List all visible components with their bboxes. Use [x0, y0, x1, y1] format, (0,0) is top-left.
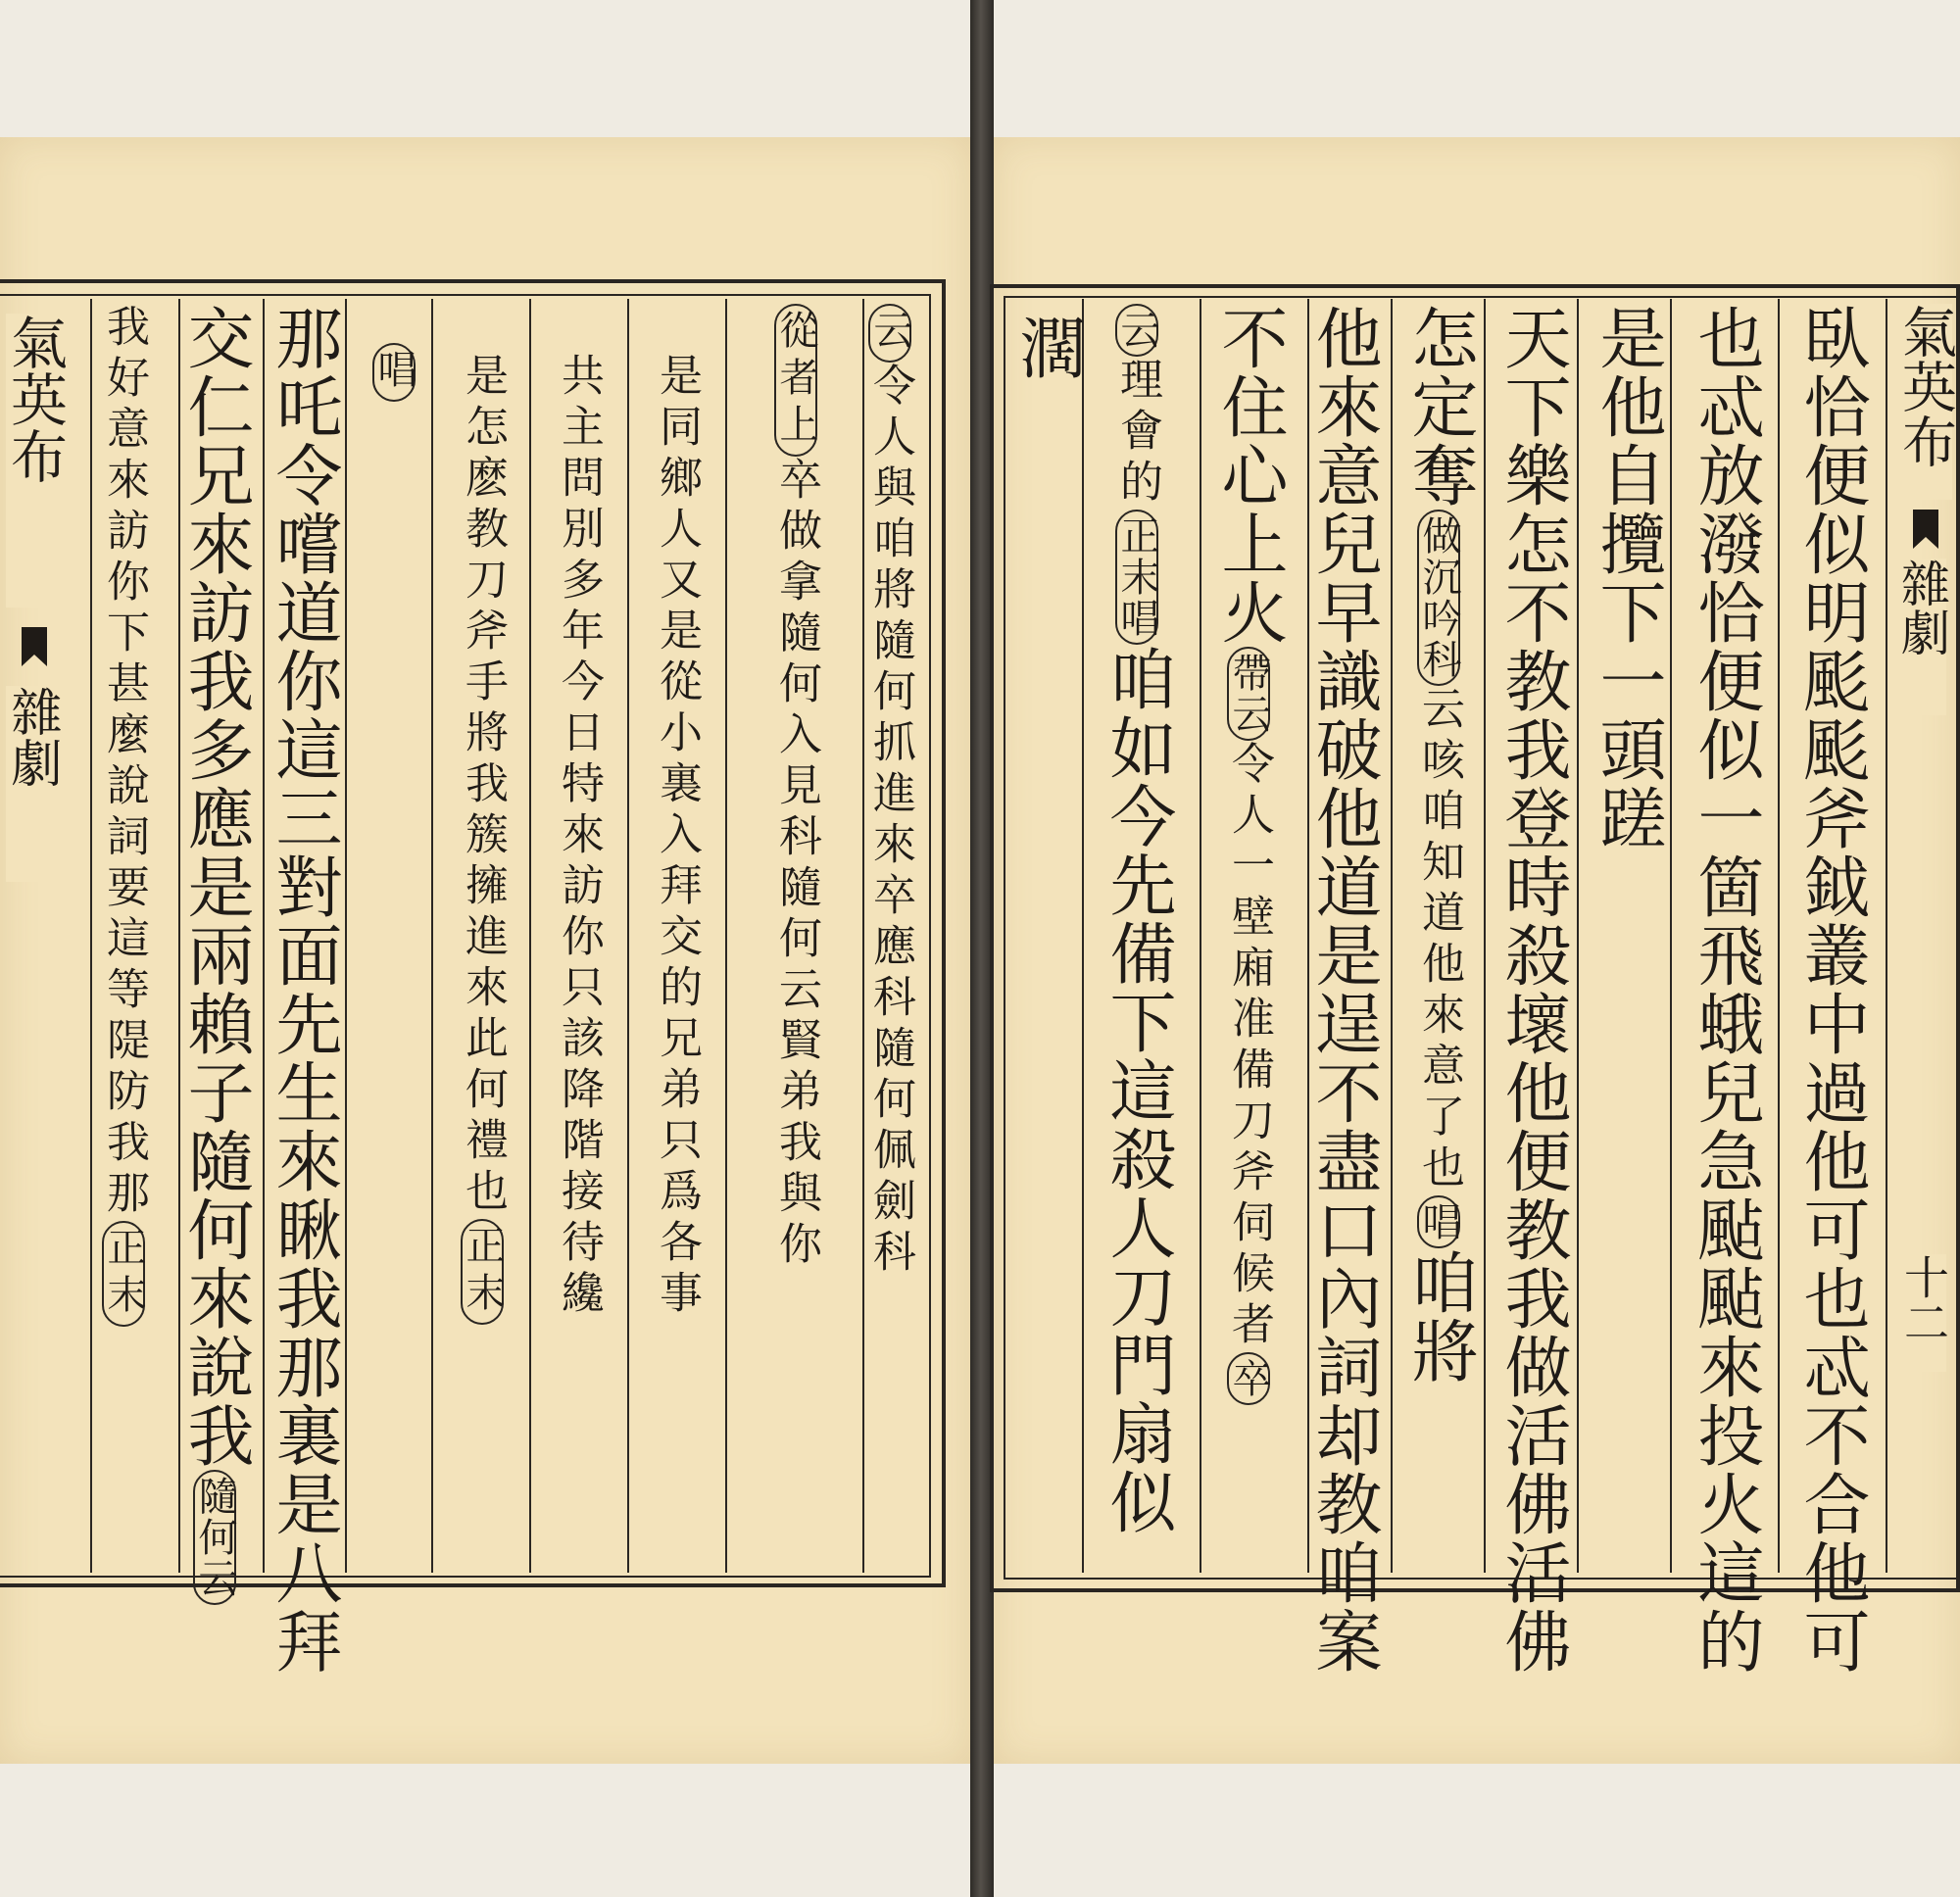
- right-col-9: [1008, 314, 1086, 510]
- right-rule-9: [1886, 299, 1887, 1573]
- left-col-2: [176, 304, 254, 1599]
- col-text: 怎定奪: [1400, 304, 1478, 510]
- col-text: 是他自攬下一頭蹉: [1589, 304, 1666, 852]
- right-col-3: [1589, 304, 1666, 1568]
- tag-zu: 卒: [1227, 1352, 1270, 1405]
- right-rule-4: [1391, 299, 1393, 1573]
- right-rule-8: [1778, 299, 1780, 1573]
- tag-yun: 云: [1115, 304, 1158, 357]
- right-col-6: [1304, 304, 1382, 1676]
- tag-zhengmo: 正末: [461, 1219, 504, 1325]
- col-text: 也忒放潑恰便似一箇飛蛾兒急颭颭來投火這的: [1687, 304, 1764, 1676]
- tag-yun: 云: [868, 304, 911, 363]
- col-text-small: 令人一壁廂准備刀斧伺候者: [1224, 741, 1274, 1352]
- right-col-5: [1400, 304, 1478, 1568]
- left-rule-1: [90, 299, 92, 1573]
- right-rule-2: [1200, 299, 1201, 1573]
- left-leaf: [0, 137, 970, 1764]
- left-col-9: [865, 304, 915, 1568]
- left-col-4: [372, 343, 416, 539]
- right-col-2: [1687, 304, 1764, 1676]
- tag-zhengmo: 正末: [102, 1221, 145, 1327]
- left-col-5: [458, 353, 508, 1568]
- col-text: 是怎麽教刀斧手將我簇擁進來此何禮也: [458, 353, 508, 1219]
- col-text: 那吒令嚐道你這三對面先生來瞅我那裏是八拜: [265, 304, 342, 1676]
- tag-chang: 唱: [372, 343, 416, 402]
- right-leaf: [994, 137, 1960, 1764]
- right-col-4: [1494, 304, 1571, 1676]
- right-rule-1: [1082, 299, 1084, 1573]
- left-col-3: [265, 304, 342, 1676]
- col-text: 共主問別多年今日特來訪你只該降階接待纔: [554, 353, 604, 1321]
- right-rule-6: [1577, 299, 1579, 1573]
- col-text: 是同鄉人又是從小裏入拜交的兄弟只爲各事: [652, 353, 702, 1321]
- tag-chenyin: 做沉吟科: [1417, 510, 1460, 686]
- left-rule-9: [862, 299, 864, 1573]
- col-text: 我好意來訪你下甚麼說詞要這等隄防我那: [99, 304, 149, 1221]
- col-text-small: 云咳咱知道他來意了也: [1414, 686, 1464, 1195]
- col-text-small: 理會的: [1112, 357, 1162, 510]
- tag-zhengmo-chang: 正末唱: [1115, 510, 1158, 645]
- right-col-1: [1792, 304, 1870, 1676]
- left-rule-8: [725, 299, 727, 1573]
- left-col-7: [652, 353, 702, 1568]
- col-text: 他來意兒早識破他道是逞不盡口內詞却教咱案: [1304, 304, 1382, 1676]
- col-text: 令人與咱將隨何抓進來卒應科隨何佩劍科: [865, 363, 915, 1280]
- col-text: 交仁兄來訪我多應是兩賴子隨何來說我: [176, 304, 254, 1470]
- col-text: 濶: [1008, 314, 1086, 382]
- right-margin-title: 氣英布: [1897, 304, 1952, 500]
- left-col-1: [99, 304, 149, 1568]
- left-col-6: [554, 353, 604, 1568]
- right-page: [994, 0, 1960, 1897]
- tag-chang: 唱: [1417, 1195, 1460, 1248]
- tag-suihe-yun: 隨何云: [193, 1470, 236, 1605]
- left-rule-7: [627, 299, 629, 1573]
- right-col-7: [1210, 304, 1288, 1568]
- left-rule-5: [431, 299, 433, 1573]
- right-rule-5: [1484, 299, 1486, 1573]
- tag-daiyun: 帶云: [1227, 647, 1270, 741]
- tag-congzhe: 從者上: [774, 304, 817, 457]
- col-text: 不住心上火: [1210, 304, 1288, 647]
- col-text: 咱將: [1400, 1248, 1478, 1386]
- col-text: 咱如今先備下這殺人刀門扇似: [1099, 645, 1176, 1536]
- right-rule-7: [1670, 299, 1672, 1573]
- right-col-8: [1099, 304, 1176, 1568]
- left-margin-title: 氣英布: [6, 314, 63, 608]
- right-margin-folio: 十二: [1901, 1254, 1946, 1372]
- left-col-8: [771, 304, 821, 1568]
- col-text: 卒做拿隨何入見科隨何云賢弟我與你: [771, 457, 821, 1272]
- col-text: 天下樂怎不教我登時殺壞他便教我做活佛活佛: [1494, 304, 1571, 1676]
- left-rule-6: [529, 299, 531, 1573]
- left-margin-section: 雜劇: [6, 686, 57, 882]
- right-margin-section: 雜劇: [1897, 559, 1946, 715]
- left-rule-4: [345, 299, 347, 1573]
- col-text: 臥恰便似明颩颩斧鉞叢中過他可也忒不合他可: [1792, 304, 1870, 1676]
- left-page: [0, 0, 970, 1897]
